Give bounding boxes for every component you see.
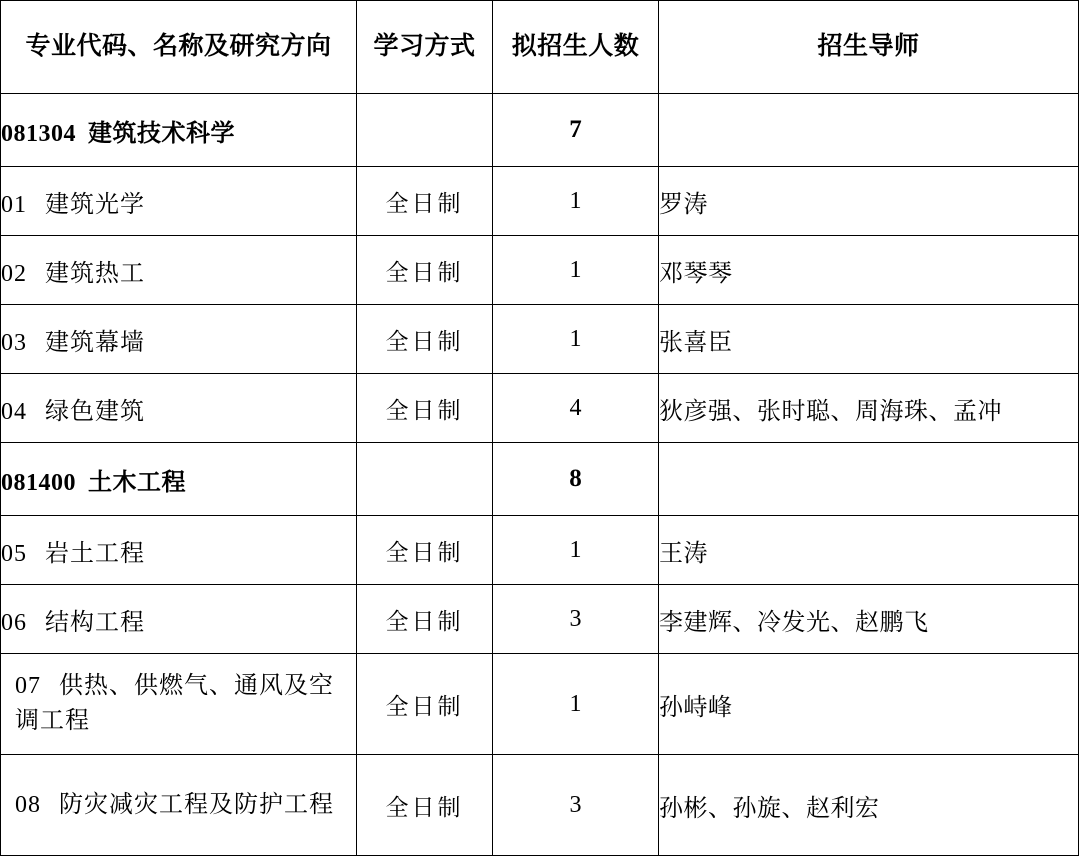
direction-number: 02 [1,260,27,287]
table-row [1,516,1079,585]
direction-major-cell [1,305,357,374]
group-mentors-cell [659,94,1079,167]
mentors-cell: 邓琴琴 [659,236,1079,305]
direction-number: 06 [1,609,27,636]
group-major-cell [1,94,357,167]
table-header-row [1,1,1079,94]
direction-number: 07 [15,673,41,700]
direction-major-cell [1,654,357,755]
table-row [1,167,1079,236]
mentors-cell: 孙彬、孙旋、赵利宏 [659,755,1079,856]
direction-major-cell [1,236,357,305]
direction-name: 绿色建筑 [45,398,145,425]
group-code: 081304 [1,120,76,147]
table-row [1,374,1079,443]
direction-number: 03 [1,329,27,356]
study-mode-cell: 全日制 [357,755,493,856]
enrollment-count-cell: 1 [493,305,659,374]
direction-number: 08 [15,791,41,818]
group-count-cell: 7 [493,94,659,167]
table-row [1,585,1079,654]
header-major: 专业代码、名称及研究方向 [1,1,357,94]
study-mode-cell: 全日制 [357,654,493,755]
mentors-cell: 王涛 [659,516,1079,585]
direction-number: 04 [1,398,27,425]
header-planned-enrollment: 拟招生人数 [493,1,659,94]
mentors-cell: 罗涛 [659,167,1079,236]
direction-name: 供热、供燃气、通风及空调工程 [15,673,334,734]
mentors-cell: 狄彦强、张时聪、周海珠、孟冲 [659,374,1079,443]
direction-name: 建筑光学 [45,191,145,218]
study-mode-cell: 全日制 [357,167,493,236]
header-mentors: 招生导师 [659,1,1079,94]
direction-major-cell [1,516,357,585]
group-mode-cell [357,94,493,167]
study-mode-cell: 全日制 [357,516,493,585]
group-count-cell: 8 [493,443,659,516]
mentors-cell: 李建辉、冷发光、赵鹏飞 [659,585,1079,654]
group-name: 建筑技术科学 [88,120,235,147]
group-mentors-cell [659,443,1079,516]
mentors-cell: 孙峙峰 [659,654,1079,755]
header-study-mode: 学习方式 [357,1,493,94]
group-mode-cell [357,443,493,516]
direction-name: 岩土工程 [45,540,145,567]
group-major-cell [1,443,357,516]
direction-name: 防灾减灾工程及防护工程 [59,791,334,818]
table-header [1,1,1079,94]
table-body [1,94,1079,856]
study-mode-cell: 全日制 [357,585,493,654]
study-mode-cell: 全日制 [357,374,493,443]
direction-number: 01 [1,191,27,218]
direction-major-cell [1,374,357,443]
table-row [1,94,1079,167]
enrollment-count-cell: 3 [493,755,659,856]
enrollment-count-cell: 1 [493,516,659,585]
group-code: 081400 [1,469,76,496]
table-row [1,236,1079,305]
enrollment-count-cell: 1 [493,236,659,305]
direction-major-cell [1,167,357,236]
study-mode-cell: 全日制 [357,305,493,374]
group-name: 土木工程 [88,469,186,496]
enrollment-count-cell: 3 [493,585,659,654]
table-row [1,443,1079,516]
direction-major-cell [1,585,357,654]
study-mode-cell: 全日制 [357,236,493,305]
table-row [1,654,1079,755]
table-row [1,305,1079,374]
table-row [1,755,1079,856]
direction-major-cell [1,755,357,856]
direction-number: 05 [1,540,27,567]
enrollment-count-cell: 1 [493,167,659,236]
enrollment-count-cell: 4 [493,374,659,443]
direction-name: 结构工程 [45,609,145,636]
direction-name: 建筑幕墙 [45,329,145,356]
mentors-cell: 张喜臣 [659,305,1079,374]
enrollment-count-cell: 1 [493,654,659,755]
direction-name: 建筑热工 [45,260,145,287]
